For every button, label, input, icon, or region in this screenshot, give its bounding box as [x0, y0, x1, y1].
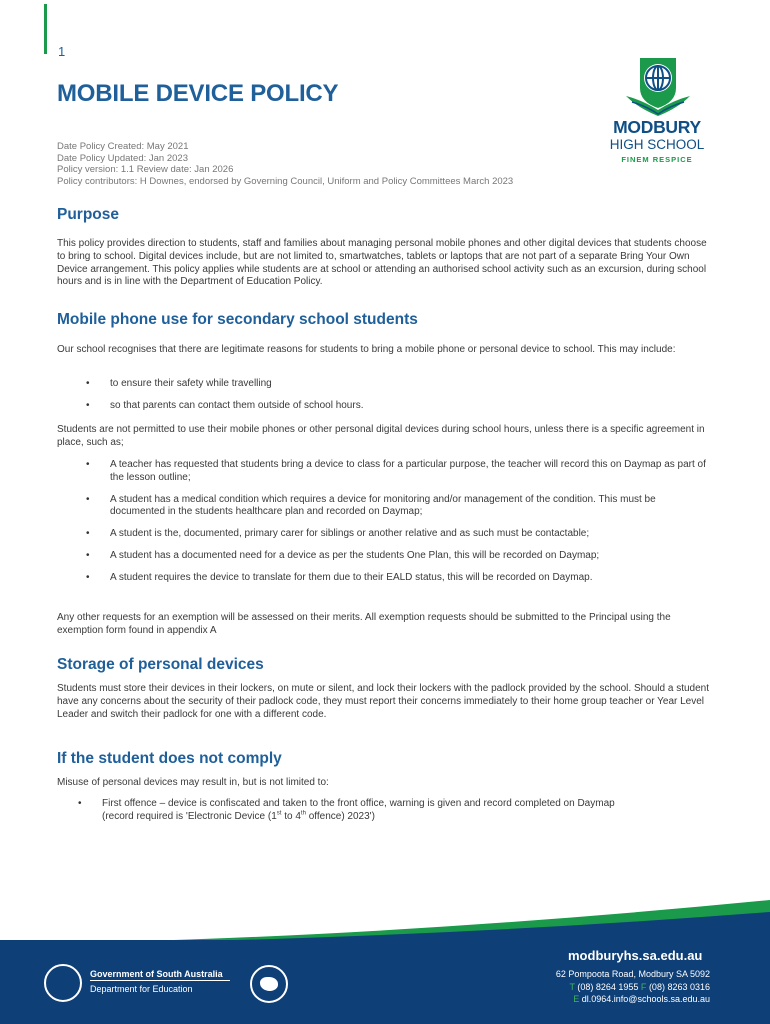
- list-item: • to ensure their safety while travelling: [86, 378, 711, 391]
- logo-motto: FINEM RESPICE: [621, 155, 693, 164]
- mobile-use-intro: Our school recognises that there are legitimate reasons for students to bring a mobile phone or personal device to school. This may include:: [57, 344, 676, 355]
- list-item: • A student is the, documented, primary carer for siblings or another relative and as such must be contactable;: [86, 528, 711, 541]
- list-item: • A student requires the device to translate for them due to their EALD status, this will be recorded on Daymap.: [86, 572, 711, 585]
- footer-address: 62 Pompoota Road, Modbury SA 5092: [555, 969, 710, 979]
- noncompliance-intro: Misuse of personal devices may result in, but is not limited to:: [57, 777, 329, 788]
- logo-school-name: MODBURY: [613, 117, 701, 137]
- school-logo: [598, 56, 718, 168]
- globe-crest-icon: [618, 56, 698, 118]
- purpose-text: This policy provides direction to students, staff and families about managing personal mobile phones and other digital devices that students choose to bring to school. Digital devices include, but are not limited to, smartwatches, tablets or laptops that are not part of a separate Bring Your Own Device arrangement. This policy applies while students are at school or attending an authorised school activity such as an excursion, during school hours and is in line with the Department of Education Policy.: [57, 238, 707, 288]
- australia-map-badge-icon: [250, 965, 288, 1003]
- not-permitted-text: Students are not permitted to use their mobile phones or other personal digital devices during school hours, unless there is a specific agreement in place, such as;: [57, 424, 705, 448]
- heading-noncompliance: If the student does not comply: [57, 750, 282, 767]
- first-offence-line2-mid: to 4: [281, 810, 301, 822]
- footer-contact: [537, 968, 710, 1006]
- exemption-text: Any other requests for an exemption will be assessed on their merits. All exemption requests should be submitted to the Principal using the exemption form found in appendix A: [57, 612, 671, 636]
- list-item: [78, 798, 718, 824]
- footer-swoosh-decoration: [0, 900, 770, 944]
- t-label: T: [569, 981, 575, 992]
- logo-school-subname: HIGH SCHOOL: [609, 137, 705, 152]
- first-offence-line2-pre: (record required is 'Electronic Device (1: [102, 810, 277, 822]
- gov-name: Government of South Australia: [90, 969, 223, 979]
- first-offence-line2-post: offence) 2023'): [305, 810, 375, 822]
- footer-email-row: [537, 993, 710, 1006]
- school-website: modburyhs.sa.edu.au: [568, 948, 703, 963]
- phone: (08) 8264 1955: [577, 981, 639, 992]
- heading-storage: Storage of personal devices: [57, 656, 264, 673]
- list-item: • A student has a medical condition which requires a device for monitoring and/or management of the condition. This must be documented in the students healthcare plan and recorded on Daymap;: [86, 494, 711, 520]
- f-label: F: [640, 981, 647, 992]
- first-offence-line1: First offence – device is confiscated and taken to the front office, warning is given and record completed on Daymap: [102, 798, 615, 809]
- email: dl.0964.info@schools.sa.edu.au: [581, 994, 710, 1004]
- footer-phones: [537, 981, 710, 994]
- reasons-list: [86, 378, 711, 413]
- heading-purpose: Purpose: [57, 206, 120, 223]
- fax: (08) 8263 0316: [648, 981, 710, 992]
- e-label: E: [573, 994, 580, 1004]
- meta-updated: Date Policy Updated: Jan 2023: [57, 152, 188, 164]
- gov-rule: [90, 980, 230, 981]
- heading-mobile-use: Mobile phone use for secondary school students: [57, 311, 418, 328]
- page-accent-rule: [44, 4, 47, 54]
- page-title: MOBILE DEVICE POLICY: [57, 80, 339, 107]
- storage-text: Students must store their devices in their lockers, on mute or silent, and lock their lockers with the padlock provided by the school. Should a student have any concerns about the security of their padlock code, they must report their concerns immediately to their home group teacher or Year Level Leader and switch their padlock for one with a different code.: [57, 683, 710, 720]
- offence-list: [78, 798, 718, 824]
- gov-department: Department for Education: [90, 984, 193, 994]
- agreements-list: [86, 459, 711, 585]
- policy-meta: [57, 141, 513, 187]
- state-crest-icon: [44, 964, 82, 1002]
- page-number: 1: [58, 44, 66, 59]
- list-item: • A student has a documented need for a device as per the students One Plan, this will be recorded on Daymap;: [86, 550, 711, 563]
- meta-created: Date Policy Created: May 2021: [57, 141, 189, 152]
- list-item: • so that parents can contact them outside of school hours.: [86, 400, 711, 413]
- superscript-th: th: [300, 810, 306, 817]
- meta-contributors: Policy contributors: H Downes, endorsed by Governing Council, Uniform and Policy Committees March 2023: [57, 175, 514, 187]
- superscript-st: st: [276, 810, 282, 817]
- government-logo: [44, 964, 244, 1008]
- australia-shape-icon: [260, 977, 278, 991]
- list-item: • A teacher has requested that students bring a device to class for a particular purpose, the teacher will record this on Daymap as part of the lesson outline;: [86, 459, 711, 485]
- meta-version: Policy version: 1.1 Review date: Jan 2026: [57, 164, 234, 175]
